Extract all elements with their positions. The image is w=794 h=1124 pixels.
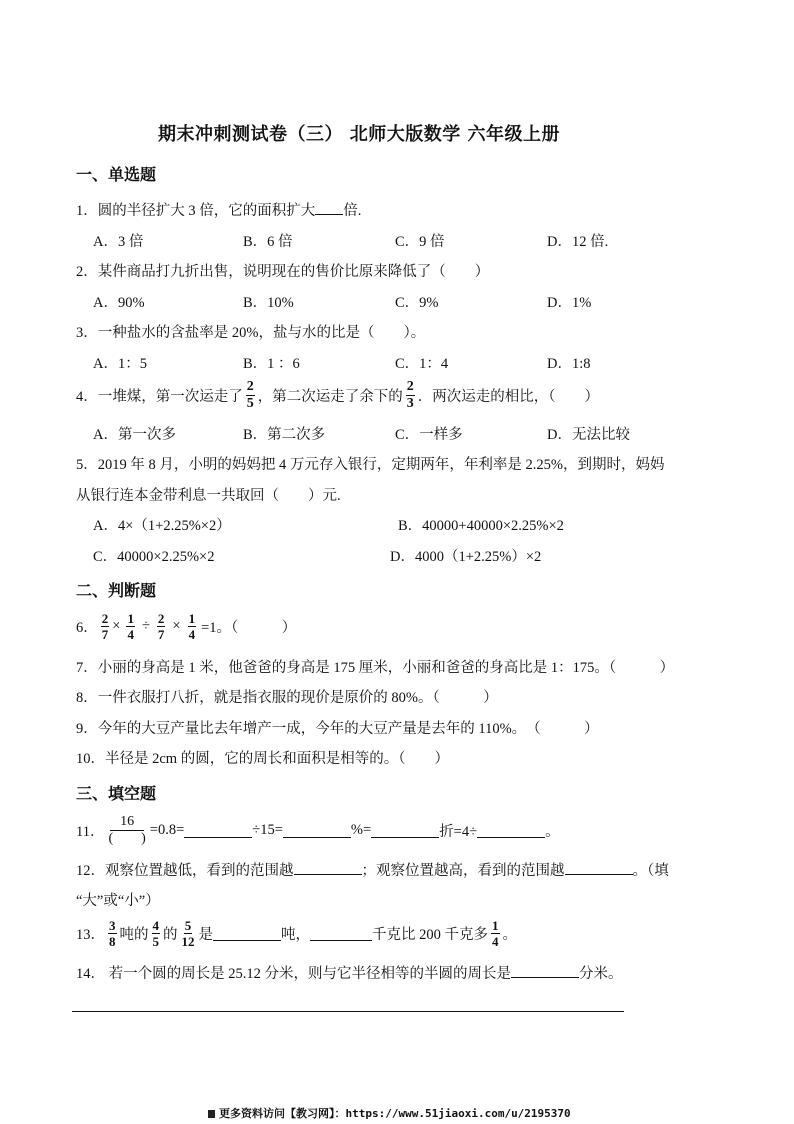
question-12-line-2: “大”或“小”） (76, 893, 160, 909)
option-2c[interactable]: C．9% (395, 295, 439, 311)
question-number: 13． (76, 927, 105, 943)
option-4b[interactable]: B．第二次多 (243, 427, 326, 443)
option-2d[interactable]: D．1% (547, 295, 592, 311)
option-3c[interactable]: C．1：4 (395, 356, 449, 372)
option-1a[interactable]: A．3 倍 (93, 234, 144, 250)
question-4-text-mid: ，第二次运走了余下的 (257, 389, 403, 405)
fraction: $\frac{1}{4}$ (127, 611, 134, 642)
text: 分米。 (579, 966, 623, 982)
operator: ÷ (141, 618, 150, 634)
fraction: $\frac{4}{5}$ (152, 918, 159, 949)
question-2: 2．某件商品打九折出售，说明现在的售价比原来降低了（ ） (76, 264, 490, 280)
option-1d[interactable]: D．12 倍. (547, 234, 609, 250)
answer-blank[interactable] (184, 823, 252, 838)
answer-blank[interactable] (565, 860, 633, 875)
text: ；观察位置越高，看到的范围越 (361, 863, 565, 879)
fraction: $\frac{2}{7}$ (101, 611, 109, 642)
text: 吨的 (119, 927, 149, 943)
question-5-line-2: 从银行连本金带利息一共取回（ ）元. (76, 488, 341, 504)
question-4 (76, 380, 599, 411)
text: 是 (198, 927, 213, 943)
answer-blank[interactable] (283, 823, 351, 838)
text: 。 (502, 927, 517, 943)
question-9: 9．今年的大豆产量比去年增产一成，今年的大豆产量是去年的 110%。 （ ） (76, 721, 599, 737)
text: 。（填 (632, 863, 669, 879)
answer-blank[interactable] (511, 963, 579, 978)
footer-link[interactable] (208, 1105, 571, 1121)
option-1c[interactable]: C．9 倍 (395, 234, 445, 250)
question-4-tail: ．两次运走的相比，（ ） (417, 389, 599, 405)
fraction: $\frac{1}{4}$ (188, 611, 196, 642)
text: 千克比 200 千克多 (372, 927, 488, 943)
option-5a[interactable]: A．4×（1+2.25%×2） (93, 518, 231, 534)
text: 12．观察位置越低，看到的范围越 (76, 863, 294, 879)
question-12 (76, 859, 669, 880)
question-1-text: 1．圆的半径扩大 3 倍，它的面积扩大 (76, 203, 316, 219)
option-3b[interactable]: B．1 ：6 (243, 356, 300, 372)
page-title: 期末冲刺测试卷（三） 北师大版数学 六年级上册 (158, 124, 561, 145)
option-4c[interactable]: C．一样多 (395, 427, 463, 443)
fraction: $\frac{1}{4}$ (492, 918, 499, 949)
fraction: $\frac{5}{12}$ (181, 918, 195, 949)
text: 折=4÷ (439, 824, 478, 840)
question-6 (76, 612, 296, 641)
question-3: 3．一种盐水的含盐率是 20%，盐与水的比是（ ）。 (76, 325, 426, 341)
option-5c[interactable]: C．40000×2.25%×2 (93, 549, 215, 565)
text: 吨， (281, 927, 310, 943)
flag-icon (208, 1110, 215, 1118)
text: %= (350, 822, 372, 838)
option-3d[interactable]: D．1:8 (547, 356, 591, 372)
answer-blank[interactable] (294, 860, 362, 875)
answer-blank[interactable] (371, 823, 439, 838)
question-14 (76, 962, 623, 983)
answer-blank[interactable] (213, 926, 281, 941)
question-number: 6． (76, 620, 98, 636)
fraction: $\frac{2}{3}$ (406, 379, 414, 411)
question-8: 8．一件衣服打八折，就是指衣服的现价是原价的 80%。（ ） (76, 690, 498, 706)
question-6-tail: =1。（ ） (201, 620, 297, 636)
section-heading-single-choice: 一、单选题 (76, 165, 157, 184)
question-11 (76, 815, 560, 846)
operator: × (112, 618, 121, 634)
question-4-text: 4．一堆煤，第一次运走了 (76, 389, 243, 405)
answer-blank[interactable] (477, 823, 545, 838)
option-1b[interactable]: B．6 倍 (243, 234, 293, 250)
option-4d[interactable]: D．无法比较 (547, 427, 630, 443)
section-heading-fill-blank: 三、填空题 (76, 784, 157, 803)
question-1 (76, 199, 361, 220)
option-5d[interactable]: D．4000（1+2.25%）×2 (390, 549, 542, 565)
divider (72, 1011, 624, 1012)
text: 。 (545, 824, 560, 840)
option-2b[interactable]: B．10% (243, 295, 294, 311)
text: 14． 若一个圆的周长是 25.12 分米，则与它半径相等的半圆的周长是 (76, 966, 511, 982)
question-7: 7．小丽的身高是 1 米，他爸爸的身高是 175 厘米，小丽和爸爸的身高比是 1：175。（ ） (76, 660, 675, 676)
answer-blank[interactable] (310, 926, 372, 941)
question-1-tail: 倍. (343, 203, 362, 219)
fraction: $\frac{3}{8}$ (109, 918, 116, 949)
answer-blank[interactable] (315, 200, 343, 215)
fraction: $\frac{2}{7}$ (157, 611, 165, 642)
fraction: $\frac{16}{( )}$ (108, 814, 146, 846)
fraction: $\frac{2}{5}$ (246, 379, 254, 411)
text: =0.8= (149, 822, 185, 838)
option-5b[interactable]: B．40000+40000×2.25%×2 (398, 518, 564, 534)
section-heading-true-false: 二、判断题 (76, 581, 157, 600)
text: ÷15= (252, 822, 283, 838)
option-3a[interactable]: A．1：5 (93, 356, 147, 372)
question-number: 11． (76, 824, 105, 840)
text: 的 (163, 927, 178, 943)
question-13 (76, 919, 517, 948)
question-5-line-1: 5．2019 年 8 月，小明的妈妈把 4 万元存入银行，定期两年，年利率是 2.25%，到期时，妈妈 (76, 457, 665, 473)
question-10: 10．半径是 2cm 的圆，它的周长和面积是相等的。（ ） (76, 751, 449, 767)
option-2a[interactable]: A．90% (93, 295, 145, 311)
operator: × (172, 618, 181, 634)
footer-text: 更多资料访问【教习网】：https://www.51jiaoxi.com/u/2195370 (219, 1107, 571, 1120)
option-4a[interactable]: A．第一次多 (93, 427, 176, 443)
